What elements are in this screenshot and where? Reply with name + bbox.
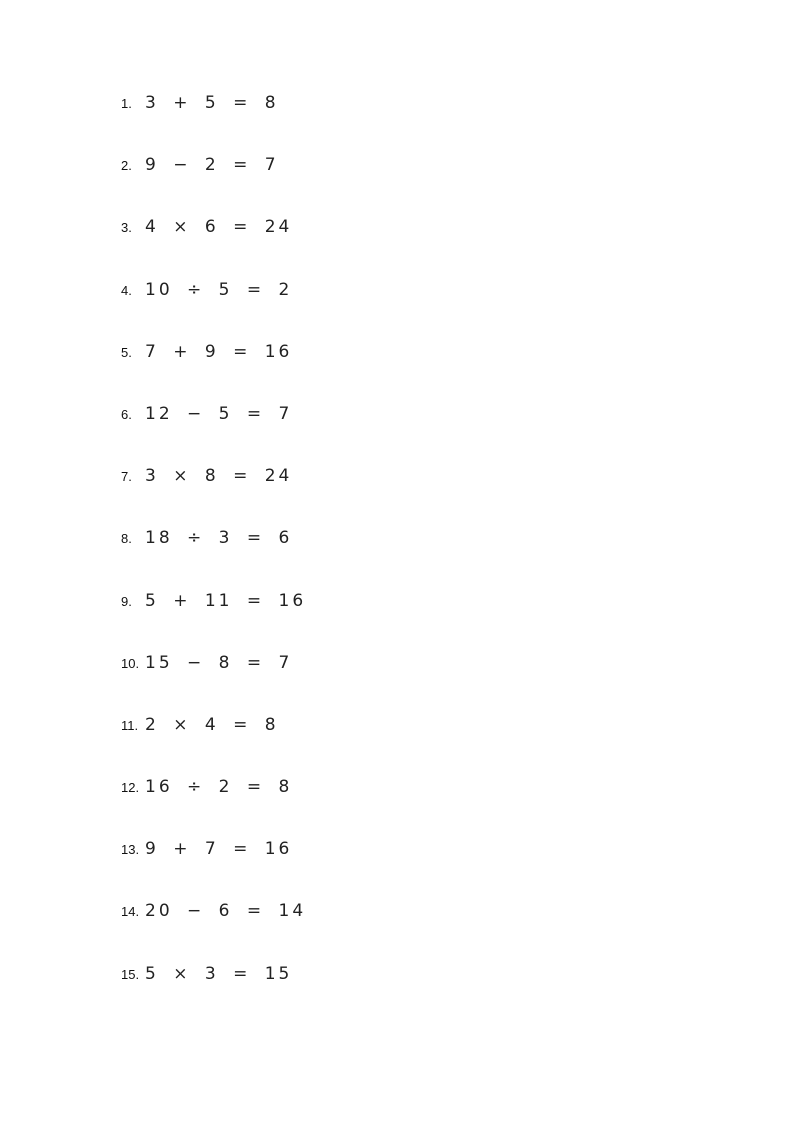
item-number: 11. [121, 717, 139, 733]
equation-text: 20 − 6 = 14 [145, 901, 307, 922]
list-item [121, 964, 306, 1026]
item-number: 7. [121, 469, 132, 485]
list-item [121, 404, 306, 466]
item-number: 2. [121, 158, 132, 174]
equation-text: 2 × 4 = 8 [145, 714, 279, 735]
item-number: 10. [121, 655, 140, 671]
list-item [121, 901, 306, 963]
list-item [121, 715, 306, 777]
item-number: 13. [121, 842, 140, 858]
list-item [121, 777, 306, 839]
list-item [121, 528, 306, 590]
item-number: 9. [121, 593, 132, 609]
item-number: 3. [121, 220, 132, 236]
equation-text: 15 − 8 = 7 [145, 652, 293, 673]
list-item [121, 155, 306, 217]
item-number: 6. [121, 406, 132, 422]
item-number: 14. [121, 904, 140, 920]
equation-text: 4 × 6 = 24 [145, 217, 293, 238]
list-item [121, 466, 306, 528]
item-number: 12. [121, 780, 140, 796]
equation-list [121, 93, 306, 1026]
equation-text: 18 ÷ 3 = 6 [145, 528, 293, 549]
list-item [121, 342, 306, 404]
list-item [121, 280, 306, 342]
list-item [121, 653, 306, 715]
equation-text: 7 + 9 = 16 [145, 341, 293, 362]
list-item [121, 93, 306, 155]
equation-text: 10 ÷ 5 = 2 [145, 279, 293, 300]
equation-text: 9 + 7 = 16 [145, 839, 293, 860]
item-number: 8. [121, 531, 132, 547]
item-number: 1. [121, 96, 132, 111]
item-number: 4. [121, 282, 132, 298]
item-number: 5. [121, 344, 132, 360]
equation-text: 3 + 5 = 8 [145, 93, 279, 113]
equation-text: 5 + 11 = 16 [145, 590, 307, 611]
list-item [121, 217, 306, 279]
list-item [121, 839, 306, 901]
equation-text: 12 − 5 = 7 [145, 403, 293, 424]
list-item [121, 591, 306, 653]
item-number: 15. [121, 966, 140, 982]
equation-text: 16 ÷ 2 = 8 [145, 777, 293, 798]
equation-text: 9 − 2 = 7 [145, 155, 279, 176]
equation-text: 5 × 3 = 15 [145, 963, 293, 984]
equation-text: 3 × 8 = 24 [145, 466, 293, 487]
